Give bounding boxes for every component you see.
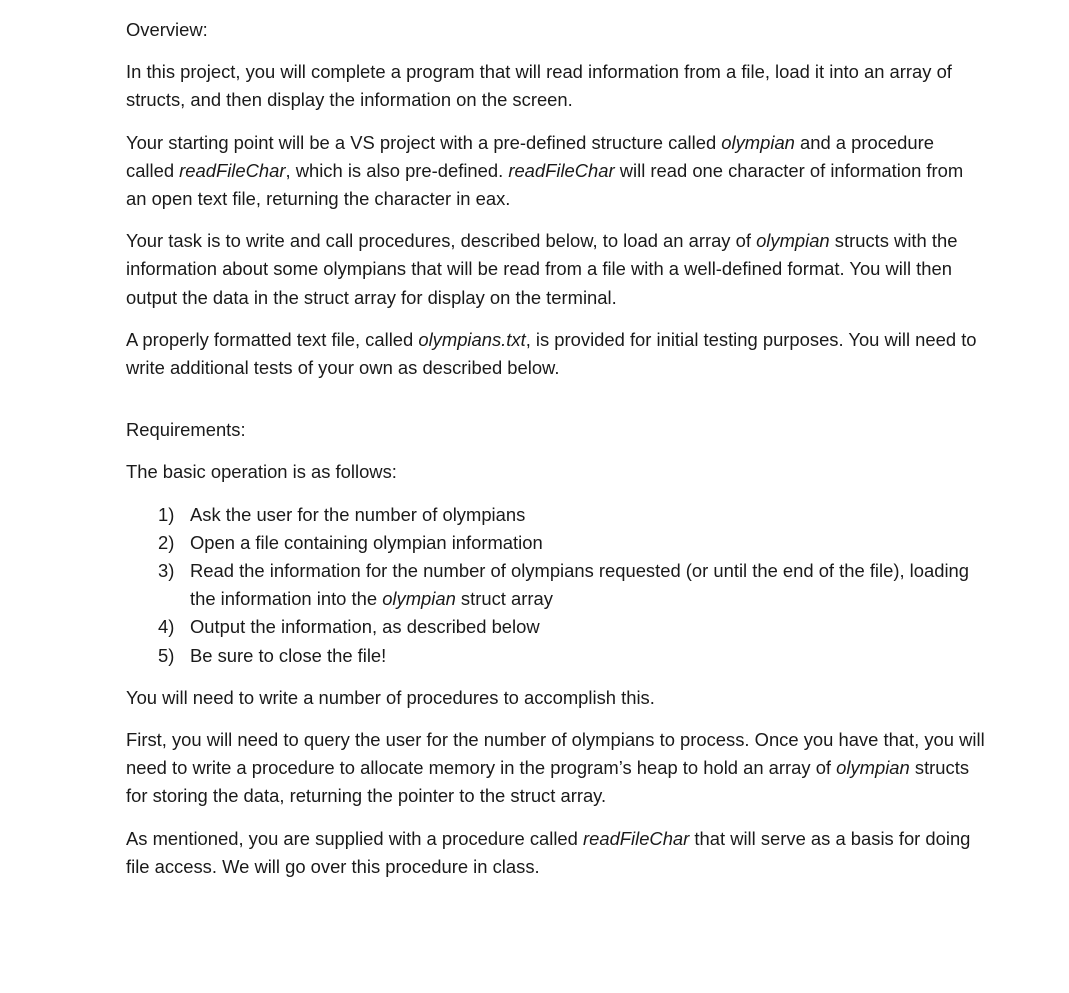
term-olympian: olympian [756, 230, 830, 252]
text-run: that will serve as a basis for doing file access. We will go over this procedure in class. [126, 827, 971, 877]
paragraph-task [126, 227, 986, 312]
text-run: structs with the information about some olympians that will be read from a file with a well-defined format. You will then output the data in the struct array for display on the terminal. [126, 230, 958, 308]
text-run: , is provided for initial testing purposes. You will need to write additional tests of your own as described below. [126, 328, 977, 379]
list-number: 2) [158, 531, 175, 553]
text-run: Your starting point will be a VS project with a pre-defined structure called [126, 131, 722, 153]
list-item [158, 501, 986, 529]
paragraph-basic-operation: The basic operation is as follows: [126, 461, 397, 483]
paragraph-intro: In this project, you will complete a program that will read information from a file, load it into an array of structs, and then display the information on the screen. [126, 61, 952, 111]
list-text [190, 557, 986, 613]
list-item [158, 557, 986, 613]
text-run: struct array [455, 588, 553, 610]
list-item [158, 529, 986, 557]
list-text: Ask the user for the number of olympians [190, 503, 526, 525]
paragraph-test-file [126, 326, 986, 382]
text-run: will read one character of information from an open text file, returning the character in eax. [126, 159, 964, 210]
list-item [158, 642, 986, 670]
paragraph-procedures: You will need to write a number of procedures to accomplish this. [126, 686, 655, 708]
list-number: 5) [158, 644, 175, 666]
term-readfilechar: readFileChar [179, 159, 286, 181]
overview-heading: Overview: [126, 19, 208, 40]
text-run: Your task is to write and call procedures, described below, to load an array of [126, 230, 757, 252]
text-run: and a procedure called [126, 131, 934, 181]
paragraph-allocate [126, 726, 986, 811]
list-text: Output the information, as described below [190, 616, 540, 638]
paragraph-starting-point [126, 129, 986, 214]
text-run: As mentioned, you are supplied with a procedure called [126, 827, 583, 849]
text-run: Read the information for the number of olympians requested (or until the end of the file), loading the information into the [190, 560, 969, 610]
document-body [126, 16, 986, 895]
text-run: , which is also pre-defined. [285, 159, 509, 181]
text-run: A properly formatted text file, called [126, 328, 419, 350]
term-olympian: olympian [721, 131, 795, 153]
term-olympian: olympian [836, 757, 910, 779]
term-readfilechar: readFileChar [508, 159, 615, 181]
paragraph-readfilechar [126, 825, 986, 881]
list-number: 3) [158, 560, 175, 582]
list-text: Open a file containing olympian information [190, 531, 543, 553]
requirements-heading: Requirements: [126, 419, 246, 441]
list-number: 4) [158, 616, 175, 638]
list-number: 1) [158, 503, 175, 525]
text-run: structs for storing the data, returning the pointer to the struct array. [126, 757, 970, 807]
steps-list [126, 501, 986, 670]
text-run: First, you will need to query the user for the number of olympians to process. Once you have that, you will need to write a procedure to allocate memory in the program’s heap to hold an array of [126, 729, 985, 779]
term-filename: olympians.txt [418, 328, 526, 350]
term-readfilechar: readFileChar [582, 827, 690, 849]
list-text: Be sure to close the file! [190, 644, 387, 666]
list-item [158, 613, 986, 641]
term-olympian: olympian [382, 588, 456, 610]
